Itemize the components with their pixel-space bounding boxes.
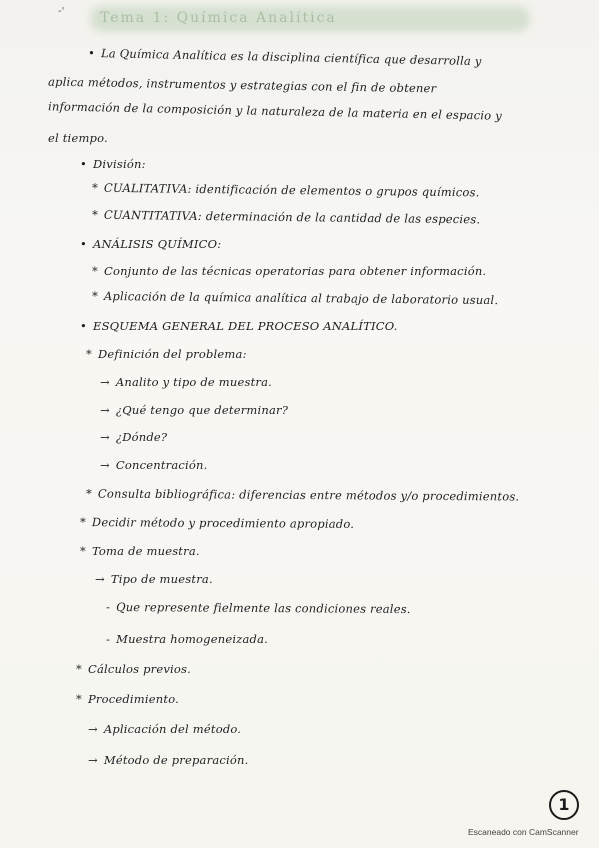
note-line: → ¿Dónde? <box>100 430 168 444</box>
note-line: → Concentración. <box>100 458 208 472</box>
note-line: * CUANTITATIVA: determinación de la cantidad de las especies. <box>91 207 481 227</box>
note-line: • ANÁLISIS QUÍMICO: <box>80 237 222 251</box>
page-title: Tema 1: Química Analítica <box>100 10 337 26</box>
corner-mark: -' <box>58 6 65 17</box>
note-line: * Decidir método y procedimiento apropiado. <box>79 515 355 531</box>
note-line: * CUALITATIVA: identificación de elementos o grupos químicos. <box>91 180 480 200</box>
note-line: * Cálculos previos. <box>76 662 192 676</box>
note-line: * Toma de muestra. <box>80 544 200 558</box>
note-line: → Analito y tipo de muestra. <box>100 375 273 389</box>
note-line: → Método de preparación. <box>88 753 249 767</box>
note-line: → ¿Qué tengo que determinar? <box>100 403 289 417</box>
note-line: * Consulta bibliográfica: diferencias entre métodos y/o procedimientos. <box>85 486 520 504</box>
note-line: → Aplicación del método. <box>88 722 242 736</box>
note-line: * Conjunto de las técnicas operatorias para obtener información. <box>92 264 487 278</box>
note-line: → Tipo de muestra. <box>95 572 213 586</box>
note-line: - Muestra homogeneizada. <box>106 632 269 646</box>
note-line: * Procedimiento. <box>76 692 179 706</box>
note-line: * Aplicación de la química analítica al trabajo de laboratorio usual. <box>91 288 499 308</box>
note-line: - Que represente fielmente las condiciones reales. <box>105 599 411 617</box>
note-line: aplica métodos, instrumentos y estrategias con el fin de obtener <box>47 74 437 96</box>
note-line: • División: <box>80 157 146 171</box>
note-line: • ESQUEMA GENERAL DEL PROCESO ANALÍTICO. <box>80 319 398 333</box>
note-line: información de la composición y la naturaleza de la materia en el espacio y <box>47 99 503 123</box>
scanner-watermark: Escaneado con CamScanner <box>468 827 579 837</box>
note-line: • La Química Analítica es la disciplina científica que desarrolla y <box>87 45 482 69</box>
note-line: * Definición del problema: <box>86 347 247 361</box>
page-number-badge: 1 <box>549 790 579 820</box>
note-line: el tiempo. <box>48 131 108 145</box>
